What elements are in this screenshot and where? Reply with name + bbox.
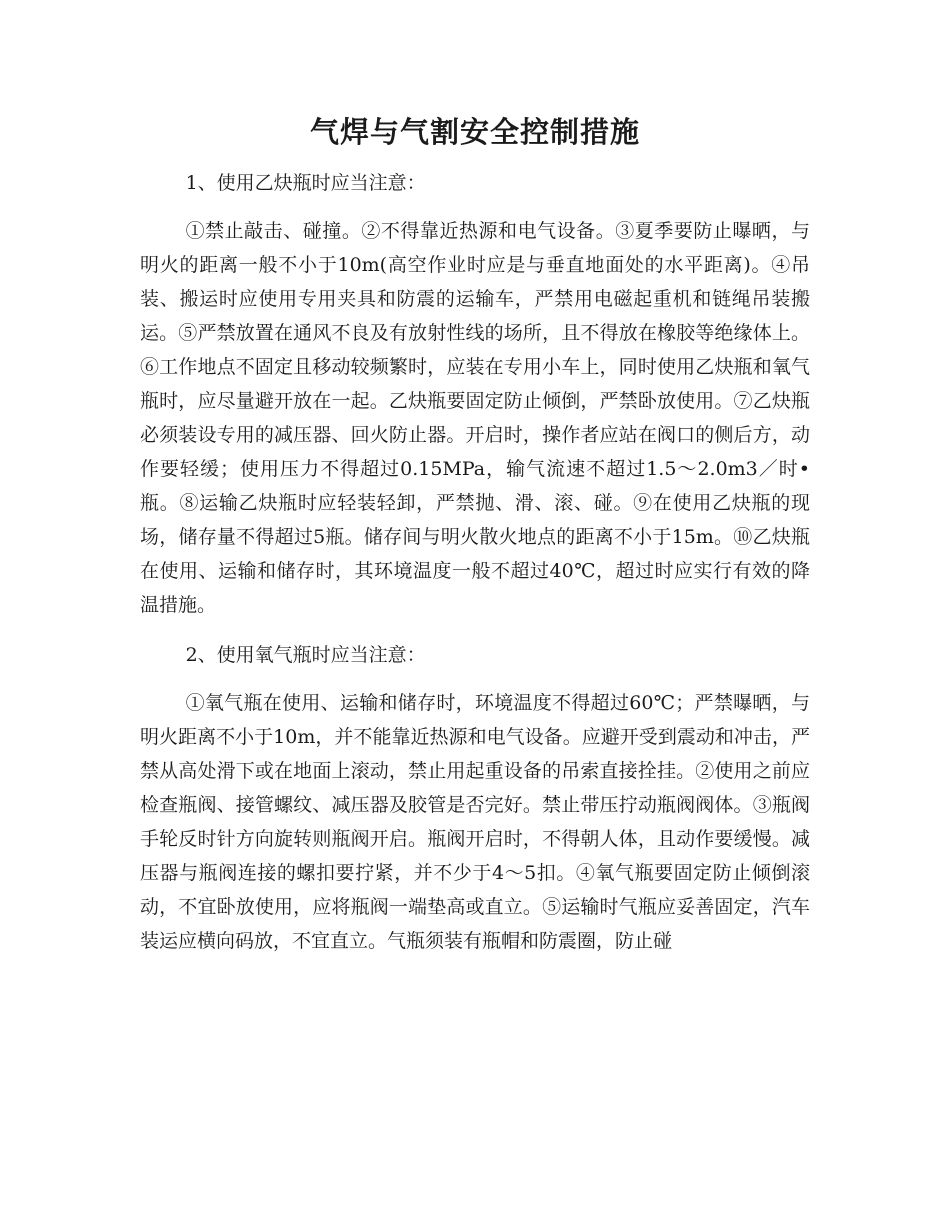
document-title: 气焊与气割安全控制措施	[309, 115, 640, 149]
section-body-oxygen: ①氧气瓶在使用、运输和储存时，环境温度不得超过60℃；严禁曝晒，与明火距离不小于10m，并不能靠近热源和电气设备。应避开受到震动和冲击，严禁从高处滑下或在地面上滚动，禁止用起重设备的吊索直接拴挂。②使用之前应检查瓶阀、接管螺纹、减压器及胶管是否完好。禁止带压拧动瓶阀阀体。③瓶阀手轮反时针方向旋转则瓶阀开启。瓶阀开启时，不得朝人体，且动作要缓慢。减压器与瓶阀连接的螺扣要拧紧，并不少于4～5扣。④氧气瓶要固定防止倾倒滚动，不宜卧放使用，应将瓶阀一端垫高或直立。⑤运输时气瓶应妥善固定，汽车装运应横向码放，不宜直立。气瓶须装有瓶帽和防震圈，防止碰	[140, 692, 810, 952]
section-body-acetylene: ①禁止敲击、碰撞。②不得靠近热源和电气设备。③夏季要防止曝晒，与明火的距离一般不小于10m(高空作业时应是与垂直地面处的水平距离)。④吊装、搬运时应使用专用夹具和防震的运输车，严禁用电磁起重机和链绳吊装搬运。⑤严禁放置在通风不良及有放射性线的场所，且不得放在橡胶等绝缘体上。⑥工作地点不固定且移动较频繁时，应装在专用小车上，同时使用乙炔瓶和氧气瓶时，应尽量避开放在一起。乙炔瓶要固定防止倾倒，严禁卧放使用。⑦乙炔瓶必须装设专用的减压器、回火防止器。开启时，操作者应站在阀口的侧后方，动作要轻缓；使用压力不得超过0.15MPa，输气流速不超过1.5～2.0m3／时•瓶。⑧运输乙炔瓶时应轻装轻卸，严禁抛、滑、滚、碰。⑨在使用乙炔瓶的现场，储存量不得超过5瓶。储存间与明火散火地点的距离不小于15m。⑩乙炔瓶在使用、运输和储存时，其环境温度一般不超过40℃，超过时应实行有效的降温措施。	[140, 220, 810, 616]
section-heading-oxygen: 2、使用氧气瓶时应当注意：	[185, 644, 426, 666]
document-body	[140, 166, 810, 958]
section-heading-acetylene: 1、使用乙炔瓶时应当注意：	[185, 172, 426, 194]
spacer	[140, 200, 810, 214]
spacer	[140, 622, 810, 638]
spacer	[140, 672, 810, 686]
